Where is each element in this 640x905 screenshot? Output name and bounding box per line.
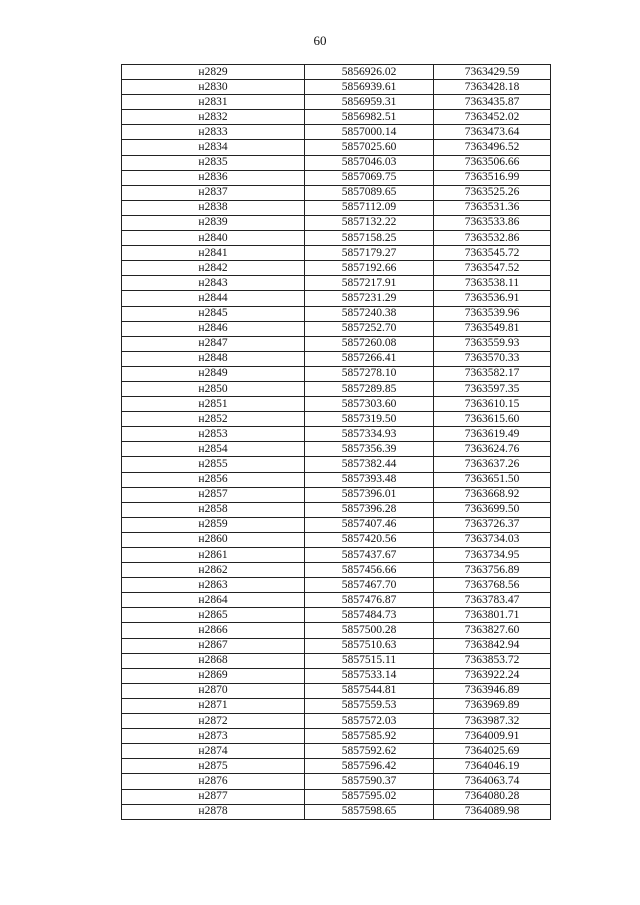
y-coordinate-cell: 7363582.17 [434, 366, 551, 381]
table-row [122, 442, 551, 457]
table-row [122, 578, 551, 593]
table-row [122, 321, 551, 336]
x-coordinate-cell: 5857217.91 [305, 276, 434, 291]
table-row [122, 638, 551, 653]
y-coordinate-cell: 7363668.92 [434, 487, 551, 502]
table-row [122, 683, 551, 698]
x-coordinate-cell: 5857393.48 [305, 472, 434, 487]
y-coordinate-cell: 7364089.98 [434, 804, 551, 819]
y-coordinate-cell: 7363987.32 [434, 714, 551, 729]
x-coordinate-cell: 5857252.70 [305, 321, 434, 336]
point-id-cell: н2856 [122, 472, 305, 487]
y-coordinate-cell: 7363726.37 [434, 517, 551, 532]
point-id-cell: н2874 [122, 744, 305, 759]
x-coordinate-cell: 5857266.41 [305, 351, 434, 366]
point-id-cell: н2848 [122, 351, 305, 366]
x-coordinate-cell: 5857278.10 [305, 366, 434, 381]
table-row [122, 306, 551, 321]
y-coordinate-cell: 7363651.50 [434, 472, 551, 487]
x-coordinate-cell: 5857000.14 [305, 125, 434, 140]
table-row [122, 593, 551, 608]
x-coordinate-cell: 5856982.51 [305, 110, 434, 125]
point-id-cell: н2849 [122, 366, 305, 381]
x-coordinate-cell: 5857289.85 [305, 381, 434, 396]
table-row [122, 744, 551, 759]
x-coordinate-cell: 5857595.02 [305, 789, 434, 804]
point-id-cell: н2837 [122, 185, 305, 200]
table-row [122, 155, 551, 170]
point-id-cell: н2831 [122, 95, 305, 110]
y-coordinate-cell: 7363570.33 [434, 351, 551, 366]
x-coordinate-cell: 5857231.29 [305, 291, 434, 306]
table-row [122, 80, 551, 95]
y-coordinate-cell: 7363783.47 [434, 593, 551, 608]
x-coordinate-cell: 5857112.09 [305, 200, 434, 215]
x-coordinate-cell: 5857025.60 [305, 140, 434, 155]
table-row [122, 548, 551, 563]
x-coordinate-cell: 5856939.61 [305, 80, 434, 95]
x-coordinate-cell: 5857240.38 [305, 306, 434, 321]
x-coordinate-cell: 5857500.28 [305, 623, 434, 638]
y-coordinate-cell: 7363473.64 [434, 125, 551, 140]
y-coordinate-cell: 7363549.81 [434, 321, 551, 336]
table-row [122, 412, 551, 427]
x-coordinate-cell: 5857407.46 [305, 517, 434, 532]
table-row [122, 608, 551, 623]
point-id-cell: н2843 [122, 276, 305, 291]
x-coordinate-cell: 5857089.65 [305, 185, 434, 200]
table-row [122, 532, 551, 547]
x-coordinate-cell: 5857046.03 [305, 155, 434, 170]
table-row [122, 125, 551, 140]
table-row [122, 804, 551, 819]
point-id-cell: н2832 [122, 110, 305, 125]
x-coordinate-cell: 5857158.25 [305, 231, 434, 246]
x-coordinate-cell: 5857533.14 [305, 668, 434, 683]
table-row [122, 397, 551, 412]
point-id-cell: н2842 [122, 261, 305, 276]
point-id-cell: н2846 [122, 321, 305, 336]
y-coordinate-cell: 7364046.19 [434, 759, 551, 774]
y-coordinate-cell: 7363506.66 [434, 155, 551, 170]
table-row [122, 653, 551, 668]
table-row [122, 336, 551, 351]
x-coordinate-cell: 5857598.65 [305, 804, 434, 819]
point-id-cell: н2862 [122, 563, 305, 578]
y-coordinate-cell: 7363597.35 [434, 381, 551, 396]
table-row [122, 729, 551, 744]
x-coordinate-cell: 5857572.03 [305, 714, 434, 729]
y-coordinate-cell: 7363516.99 [434, 170, 551, 185]
table-row [122, 170, 551, 185]
y-coordinate-cell: 7363853.72 [434, 653, 551, 668]
table-row [122, 185, 551, 200]
y-coordinate-cell: 7363624.76 [434, 442, 551, 457]
point-id-cell: н2829 [122, 65, 305, 80]
table-row [122, 276, 551, 291]
y-coordinate-cell: 7363756.89 [434, 563, 551, 578]
y-coordinate-cell: 7363768.56 [434, 578, 551, 593]
point-id-cell: н2871 [122, 698, 305, 713]
point-id-cell: н2841 [122, 246, 305, 261]
page-number: 60 [313, 33, 327, 48]
y-coordinate-cell: 7363946.89 [434, 683, 551, 698]
y-coordinate-cell: 7363969.89 [434, 698, 551, 713]
x-coordinate-cell: 5857515.11 [305, 653, 434, 668]
point-id-cell: н2838 [122, 200, 305, 215]
point-id-cell: н2861 [122, 548, 305, 563]
point-id-cell: н2835 [122, 155, 305, 170]
x-coordinate-cell: 5857456.66 [305, 563, 434, 578]
point-id-cell: н2836 [122, 170, 305, 185]
x-coordinate-cell: 5857132.22 [305, 215, 434, 230]
point-id-cell: н2863 [122, 578, 305, 593]
y-coordinate-cell: 7363533.86 [434, 215, 551, 230]
table-row [122, 668, 551, 683]
point-id-cell: н2876 [122, 774, 305, 789]
point-id-cell: н2866 [122, 623, 305, 638]
y-coordinate-cell: 7363452.02 [434, 110, 551, 125]
point-id-cell: н2830 [122, 80, 305, 95]
y-coordinate-cell: 7363827.60 [434, 623, 551, 638]
point-id-cell: н2868 [122, 653, 305, 668]
table-row [122, 774, 551, 789]
x-coordinate-cell: 5857420.56 [305, 532, 434, 547]
point-id-cell: н2869 [122, 668, 305, 683]
table-row [122, 457, 551, 472]
point-id-cell: н2854 [122, 442, 305, 457]
y-coordinate-cell: 7363496.52 [434, 140, 551, 155]
y-coordinate-cell: 7363610.15 [434, 397, 551, 412]
table-row [122, 698, 551, 713]
y-coordinate-cell: 7363801.71 [434, 608, 551, 623]
y-coordinate-cell: 7363538.11 [434, 276, 551, 291]
x-coordinate-cell: 5857319.50 [305, 412, 434, 427]
y-coordinate-cell: 7363699.50 [434, 502, 551, 517]
y-coordinate-cell: 7364063.74 [434, 774, 551, 789]
point-id-cell: н2833 [122, 125, 305, 140]
y-coordinate-cell: 7363547.52 [434, 261, 551, 276]
x-coordinate-cell: 5857396.01 [305, 487, 434, 502]
point-id-cell: н2850 [122, 381, 305, 396]
x-coordinate-cell: 5856959.31 [305, 95, 434, 110]
x-coordinate-cell: 5857179.27 [305, 246, 434, 261]
point-id-cell: н2853 [122, 427, 305, 442]
point-id-cell: н2840 [122, 231, 305, 246]
table-row [122, 140, 551, 155]
y-coordinate-cell: 7363545.72 [434, 246, 551, 261]
point-id-cell: н2865 [122, 608, 305, 623]
y-coordinate-cell: 7364025.69 [434, 744, 551, 759]
y-coordinate-cell: 7363922.24 [434, 668, 551, 683]
point-id-cell: н2870 [122, 683, 305, 698]
x-coordinate-cell: 5857396.28 [305, 502, 434, 517]
point-id-cell: н2857 [122, 487, 305, 502]
point-id-cell: н2877 [122, 789, 305, 804]
table-row [122, 231, 551, 246]
table-row [122, 381, 551, 396]
x-coordinate-cell: 5857590.37 [305, 774, 434, 789]
table-row [122, 502, 551, 517]
x-coordinate-cell: 5857437.67 [305, 548, 434, 563]
y-coordinate-cell: 7363559.93 [434, 336, 551, 351]
x-coordinate-cell: 5857585.92 [305, 729, 434, 744]
table-row [122, 351, 551, 366]
table-row [122, 789, 551, 804]
x-coordinate-cell: 5857303.60 [305, 397, 434, 412]
point-id-cell: н2873 [122, 729, 305, 744]
table-row [122, 200, 551, 215]
point-id-cell: н2844 [122, 291, 305, 306]
table-row [122, 110, 551, 125]
table-row [122, 366, 551, 381]
x-coordinate-cell: 5857467.70 [305, 578, 434, 593]
y-coordinate-cell: 7363734.95 [434, 548, 551, 563]
point-id-cell: н2847 [122, 336, 305, 351]
y-coordinate-cell: 7363532.86 [434, 231, 551, 246]
point-id-cell: н2852 [122, 412, 305, 427]
y-coordinate-cell: 7363536.91 [434, 291, 551, 306]
table-row [122, 623, 551, 638]
x-coordinate-cell: 5857510.63 [305, 638, 434, 653]
y-coordinate-cell: 7363619.49 [434, 427, 551, 442]
table-row [122, 759, 551, 774]
y-coordinate-cell: 7363428.18 [434, 80, 551, 95]
y-coordinate-cell: 7363429.59 [434, 65, 551, 80]
table-row [122, 95, 551, 110]
x-coordinate-cell: 5857382.44 [305, 457, 434, 472]
x-coordinate-cell: 5857356.39 [305, 442, 434, 457]
x-coordinate-cell: 5856926.02 [305, 65, 434, 80]
table-row [122, 714, 551, 729]
y-coordinate-cell: 7363615.60 [434, 412, 551, 427]
point-id-cell: н2855 [122, 457, 305, 472]
x-coordinate-cell: 5857334.93 [305, 427, 434, 442]
point-id-cell: н2858 [122, 502, 305, 517]
point-id-cell: н2859 [122, 517, 305, 532]
table-row [122, 246, 551, 261]
y-coordinate-cell: 7363539.96 [434, 306, 551, 321]
table-row [122, 427, 551, 442]
point-id-cell: н2875 [122, 759, 305, 774]
table-row [122, 215, 551, 230]
y-coordinate-cell: 7364080.28 [434, 789, 551, 804]
table-row [122, 487, 551, 502]
x-coordinate-cell: 5857476.87 [305, 593, 434, 608]
table-row [122, 472, 551, 487]
x-coordinate-cell: 5857592.62 [305, 744, 434, 759]
point-id-cell: н2834 [122, 140, 305, 155]
x-coordinate-cell: 5857260.08 [305, 336, 434, 351]
table-row [122, 517, 551, 532]
point-id-cell: н2864 [122, 593, 305, 608]
x-coordinate-cell: 5857544.81 [305, 683, 434, 698]
point-id-cell: н2851 [122, 397, 305, 412]
point-id-cell: н2867 [122, 638, 305, 653]
y-coordinate-cell: 7363637.26 [434, 457, 551, 472]
y-coordinate-cell: 7363435.87 [434, 95, 551, 110]
coordinates-table-body [122, 65, 551, 820]
x-coordinate-cell: 5857484.73 [305, 608, 434, 623]
x-coordinate-cell: 5857596.42 [305, 759, 434, 774]
point-id-cell: н2860 [122, 532, 305, 547]
table-row [122, 563, 551, 578]
point-id-cell: н2845 [122, 306, 305, 321]
table-row [122, 261, 551, 276]
x-coordinate-cell: 5857069.75 [305, 170, 434, 185]
y-coordinate-cell: 7363734.03 [434, 532, 551, 547]
y-coordinate-cell: 7364009.91 [434, 729, 551, 744]
coordinates-table [121, 64, 551, 820]
y-coordinate-cell: 7363525.26 [434, 185, 551, 200]
y-coordinate-cell: 7363531.36 [434, 200, 551, 215]
y-coordinate-cell: 7363842.94 [434, 638, 551, 653]
x-coordinate-cell: 5857192.66 [305, 261, 434, 276]
x-coordinate-cell: 5857559.53 [305, 698, 434, 713]
point-id-cell: н2878 [122, 804, 305, 819]
table-row [122, 291, 551, 306]
point-id-cell: н2872 [122, 714, 305, 729]
table-row [122, 65, 551, 80]
point-id-cell: н2839 [122, 215, 305, 230]
